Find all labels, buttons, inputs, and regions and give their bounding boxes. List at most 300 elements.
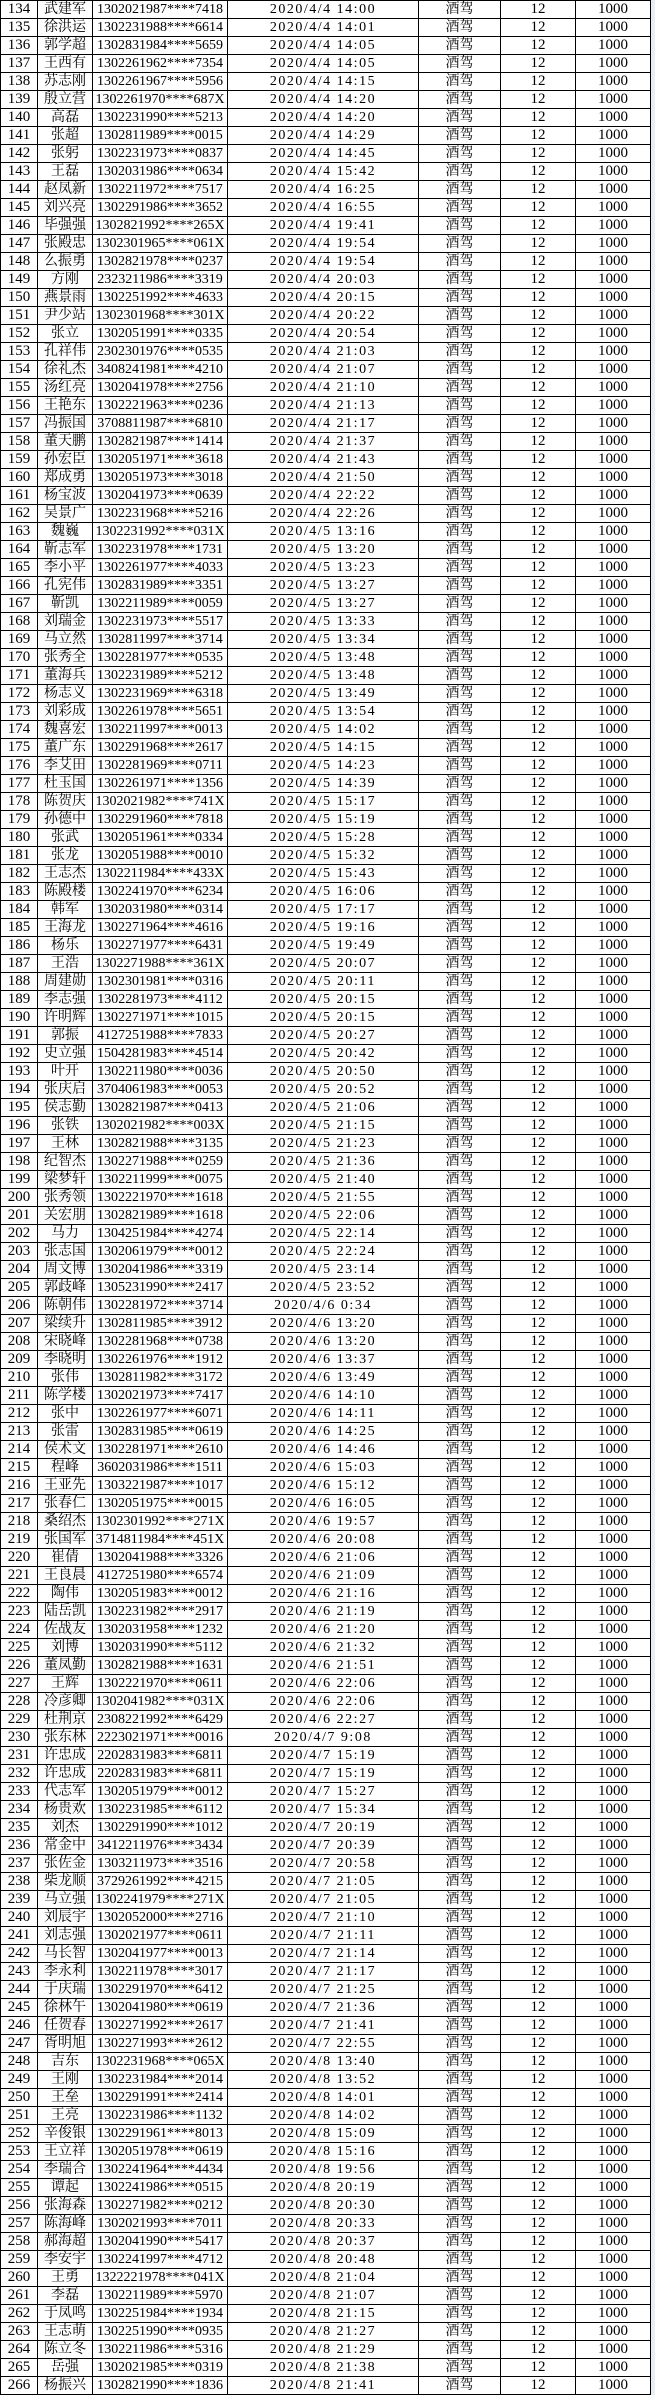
- cell-name: 张海森: [38, 2197, 93, 2215]
- cell-index: 189: [1, 991, 38, 1009]
- cell-violation: 酒驾: [419, 19, 501, 37]
- cell-fine: 1000: [576, 235, 651, 253]
- cell-name: 马长智: [38, 1945, 93, 1963]
- table-row: [1, 2053, 651, 2071]
- cell-violation: 酒驾: [419, 2089, 501, 2107]
- cell-index: 263: [1, 2323, 38, 2341]
- table-row: [1, 217, 651, 235]
- cell-points: 12: [501, 1, 576, 19]
- cell-violation: 酒驾: [419, 2359, 501, 2377]
- cell-datetime: 2020/4/5 15:32: [228, 847, 419, 865]
- cell-id-number: 1302031980****0314: [93, 901, 228, 919]
- table-row: [1, 397, 651, 415]
- cell-datetime: 2020/4/5 14:23: [228, 757, 419, 775]
- cell-name: 张伟: [38, 1369, 93, 1387]
- cell-id-number: 1302811997****3714: [93, 631, 228, 649]
- cell-id-number: 1302811982****3172: [93, 1369, 228, 1387]
- cell-index: 256: [1, 2197, 38, 2215]
- cell-fine: 1000: [576, 1459, 651, 1477]
- cell-name: 王磊: [38, 163, 93, 181]
- cell-name: 张秀全: [38, 649, 93, 667]
- cell-index: 215: [1, 1459, 38, 1477]
- cell-fine: 1000: [576, 1117, 651, 1135]
- cell-name: 杨乐: [38, 937, 93, 955]
- cell-violation: 酒驾: [419, 1765, 501, 1783]
- cell-id-number: 1302281973****4112: [93, 991, 228, 1009]
- cell-name: 杨宝波: [38, 487, 93, 505]
- cell-points: 12: [501, 595, 576, 613]
- cell-datetime: 2020/4/5 13:48: [228, 667, 419, 685]
- cell-index: 259: [1, 2251, 38, 2269]
- table-row: [1, 793, 651, 811]
- table-row: [1, 1063, 651, 1081]
- cell-id-number: 1302251984****1934: [93, 2305, 228, 2323]
- cell-fine: 1000: [576, 1585, 651, 1603]
- cell-points: 12: [501, 487, 576, 505]
- cell-violation: 酒驾: [419, 1639, 501, 1657]
- cell-name: 陆岳凯: [38, 1603, 93, 1621]
- table-row: [1, 649, 651, 667]
- cell-violation: 酒驾: [419, 2233, 501, 2251]
- cell-index: 206: [1, 1297, 38, 1315]
- cell-violation: 酒驾: [419, 937, 501, 955]
- cell-index: 204: [1, 1261, 38, 1279]
- cell-datetime: 2020/4/8 14:01: [228, 2089, 419, 2107]
- cell-violation: 酒驾: [419, 1189, 501, 1207]
- cell-id-number: 1302051983****0012: [93, 1585, 228, 1603]
- cell-datetime: 2020/4/4 14:15: [228, 73, 419, 91]
- cell-datetime: 2020/4/5 21:06: [228, 1099, 419, 1117]
- cell-name: 王刚: [38, 2071, 93, 2089]
- cell-index: 167: [1, 595, 38, 613]
- cell-points: 12: [501, 127, 576, 145]
- cell-index: 246: [1, 2017, 38, 2035]
- cell-violation: 酒驾: [419, 37, 501, 55]
- cell-id-number: 1302231973****5517: [93, 613, 228, 631]
- cell-name: 陈贺庆: [38, 793, 93, 811]
- cell-name: 许明辉: [38, 1009, 93, 1027]
- cell-name: 郭学超: [38, 37, 93, 55]
- cell-name: 王亮: [38, 2107, 93, 2125]
- cell-datetime: 2020/4/5 13:49: [228, 685, 419, 703]
- cell-fine: 1000: [576, 127, 651, 145]
- cell-datetime: 2020/4/8 21:27: [228, 2323, 419, 2341]
- table-row: [1, 1387, 651, 1405]
- cell-index: 218: [1, 1513, 38, 1531]
- cell-id-number: 1302031986****0634: [93, 163, 228, 181]
- cell-points: 12: [501, 2287, 576, 2305]
- cell-violation: 酒驾: [419, 1135, 501, 1153]
- cell-violation: 酒驾: [419, 739, 501, 757]
- cell-index: 236: [1, 1837, 38, 1855]
- cell-name: 刘瑞金: [38, 613, 93, 631]
- table-row: [1, 1351, 651, 1369]
- cell-fine: 1000: [576, 955, 651, 973]
- table-row: [1, 415, 651, 433]
- cell-index: 262: [1, 2305, 38, 2323]
- cell-datetime: 2020/4/4 14:45: [228, 145, 419, 163]
- cell-fine: 1000: [576, 253, 651, 271]
- table-row: [1, 505, 651, 523]
- table-row: [1, 1783, 651, 1801]
- cell-id-number: 1302281977****0535: [93, 649, 228, 667]
- cell-fine: 1000: [576, 2359, 651, 2377]
- cell-id-number: 1302231986****1132: [93, 2107, 228, 2125]
- cell-datetime: 2020/4/5 22:06: [228, 1207, 419, 1225]
- cell-index: 196: [1, 1117, 38, 1135]
- table-row: [1, 2341, 651, 2359]
- cell-index: 235: [1, 1819, 38, 1837]
- cell-id-number: 1302031990****5112: [93, 1639, 228, 1657]
- cell-name: 靳凯: [38, 595, 93, 613]
- cell-points: 12: [501, 2305, 576, 2323]
- table-row: [1, 1279, 651, 1297]
- cell-fine: 1000: [576, 1423, 651, 1441]
- cell-index: 199: [1, 1171, 38, 1189]
- cell-violation: 酒驾: [419, 415, 501, 433]
- cell-fine: 1000: [576, 2071, 651, 2089]
- cell-violation: 酒驾: [419, 1387, 501, 1405]
- cell-id-number: 1302821988****3135: [93, 1135, 228, 1153]
- cell-datetime: 2020/4/5 20:42: [228, 1045, 419, 1063]
- cell-name: 梁续升: [38, 1315, 93, 1333]
- cell-fine: 1000: [576, 2143, 651, 2161]
- cell-fine: 1000: [576, 505, 651, 523]
- cell-name: 张佐金: [38, 1855, 93, 1873]
- table-row: [1, 595, 651, 613]
- cell-name: 岳强: [38, 2359, 93, 2377]
- cell-points: 12: [501, 505, 576, 523]
- cell-index: 201: [1, 1207, 38, 1225]
- table-row: [1, 865, 651, 883]
- cell-id-number: 1302021973****7417: [93, 1387, 228, 1405]
- cell-fine: 1000: [576, 2107, 651, 2125]
- cell-index: 202: [1, 1225, 38, 1243]
- cell-name: 王林: [38, 1135, 93, 1153]
- cell-index: 228: [1, 1693, 38, 1711]
- table-row: [1, 307, 651, 325]
- cell-violation: 酒驾: [419, 451, 501, 469]
- table-row: [1, 847, 651, 865]
- cell-id-number: 1302291986****3652: [93, 199, 228, 217]
- cell-violation: 酒驾: [419, 919, 501, 937]
- table-row: [1, 2017, 651, 2035]
- cell-fine: 1000: [576, 19, 651, 37]
- cell-violation: 酒驾: [419, 2323, 501, 2341]
- cell-violation: 酒驾: [419, 1549, 501, 1567]
- cell-fine: 1000: [576, 1063, 651, 1081]
- cell-fine: 1000: [576, 469, 651, 487]
- cell-violation: 酒驾: [419, 1603, 501, 1621]
- cell-index: 175: [1, 739, 38, 757]
- cell-fine: 1000: [576, 415, 651, 433]
- cell-id-number: 1302231984****2014: [93, 2071, 228, 2089]
- cell-points: 12: [501, 1855, 576, 1873]
- cell-name: 于庆瑞: [38, 1981, 93, 1999]
- cell-index: 219: [1, 1531, 38, 1549]
- cell-fine: 1000: [576, 577, 651, 595]
- cell-fine: 1000: [576, 1549, 651, 1567]
- cell-name: 孔宪伟: [38, 577, 93, 595]
- cell-points: 12: [501, 73, 576, 91]
- cell-index: 253: [1, 2143, 38, 2161]
- cell-violation: 酒驾: [419, 631, 501, 649]
- cell-name: 王志萌: [38, 2323, 93, 2341]
- cell-violation: 酒驾: [419, 1261, 501, 1279]
- cell-fine: 1000: [576, 2179, 651, 2197]
- cell-index: 249: [1, 2071, 38, 2089]
- table-row: [1, 2233, 651, 2251]
- cell-points: 12: [501, 1819, 576, 1837]
- cell-points: 12: [501, 109, 576, 127]
- cell-id-number: 1302041988****3326: [93, 1549, 228, 1567]
- cell-name: 桑绍杰: [38, 1513, 93, 1531]
- cell-violation: 酒驾: [419, 1819, 501, 1837]
- cell-name: 杜玉国: [38, 775, 93, 793]
- cell-name: 么振勇: [38, 253, 93, 271]
- table-row: [1, 703, 651, 721]
- cell-name: 殷立营: [38, 91, 93, 109]
- cell-index: 195: [1, 1099, 38, 1117]
- cell-index: 140: [1, 109, 38, 127]
- cell-id-number: 1302271977****6431: [93, 937, 228, 955]
- cell-points: 12: [501, 1135, 576, 1153]
- cell-points: 12: [501, 757, 576, 775]
- cell-id-number: 1302231968****065X: [93, 2053, 228, 2071]
- cell-points: 12: [501, 2359, 576, 2377]
- cell-datetime: 2020/4/4 21:03: [228, 343, 419, 361]
- cell-points: 12: [501, 541, 576, 559]
- cell-id-number: 1302231973****0837: [93, 145, 228, 163]
- cell-id-number: 3408241981****4210: [93, 361, 228, 379]
- cell-id-number: 1504281983****4514: [93, 1045, 228, 1063]
- cell-fine: 1000: [576, 1729, 651, 1747]
- cell-violation: 酒驾: [419, 1621, 501, 1639]
- cell-index: 265: [1, 2359, 38, 2377]
- cell-violation: 酒驾: [419, 1837, 501, 1855]
- table-row: [1, 2269, 651, 2287]
- cell-id-number: 1302051988****0010: [93, 847, 228, 865]
- cell-index: 261: [1, 2287, 38, 2305]
- cell-violation: 酒驾: [419, 1153, 501, 1171]
- cell-violation: 酒驾: [419, 973, 501, 991]
- cell-index: 220: [1, 1549, 38, 1567]
- cell-datetime: 2020/4/5 23:52: [228, 1279, 419, 1297]
- cell-datetime: 2020/4/8 20:19: [228, 2179, 419, 2197]
- cell-id-number: 1302821990****1836: [93, 2377, 228, 2395]
- table-row: [1, 235, 651, 253]
- cell-name: 刘彩成: [38, 703, 93, 721]
- cell-name: 王亚先: [38, 1477, 93, 1495]
- table-row: [1, 1765, 651, 1783]
- cell-id-number: 2223021971****0016: [93, 1729, 228, 1747]
- cell-points: 12: [501, 559, 576, 577]
- cell-index: 229: [1, 1711, 38, 1729]
- cell-fine: 1000: [576, 1783, 651, 1801]
- cell-violation: 酒驾: [419, 2215, 501, 2233]
- cell-violation: 酒驾: [419, 2179, 501, 2197]
- cell-points: 12: [501, 1981, 576, 1999]
- cell-violation: 酒驾: [419, 1099, 501, 1117]
- cell-violation: 酒驾: [419, 2053, 501, 2071]
- cell-points: 12: [501, 793, 576, 811]
- cell-datetime: 2020/4/6 21:16: [228, 1585, 419, 1603]
- cell-id-number: 1304251984****4274: [93, 1225, 228, 1243]
- cell-points: 12: [501, 631, 576, 649]
- cell-fine: 1000: [576, 1495, 651, 1513]
- cell-name: 王勇: [38, 2269, 93, 2287]
- cell-violation: 酒驾: [419, 1279, 501, 1297]
- cell-index: 156: [1, 397, 38, 415]
- cell-index: 186: [1, 937, 38, 955]
- table-row: [1, 955, 651, 973]
- cell-datetime: 2020/4/8 20:30: [228, 2197, 419, 2215]
- cell-name: 史立强: [38, 1045, 93, 1063]
- cell-violation: 酒驾: [419, 2341, 501, 2359]
- cell-id-number: 1302041977****0013: [93, 1945, 228, 1963]
- cell-index: 145: [1, 199, 38, 217]
- cell-name: 叶开: [38, 1063, 93, 1081]
- cell-violation: 酒驾: [419, 523, 501, 541]
- cell-datetime: 2020/4/5 14:02: [228, 721, 419, 739]
- cell-points: 12: [501, 2125, 576, 2143]
- cell-violation: 酒驾: [419, 2269, 501, 2287]
- cell-name: 郭振: [38, 1027, 93, 1045]
- cell-fine: 1000: [576, 2089, 651, 2107]
- cell-points: 12: [501, 937, 576, 955]
- cell-id-number: 1302251990****0935: [93, 2323, 228, 2341]
- cell-points: 12: [501, 2071, 576, 2089]
- cell-fine: 1000: [576, 1207, 651, 1225]
- cell-name: 张立: [38, 325, 93, 343]
- cell-points: 12: [501, 1351, 576, 1369]
- cell-datetime: 2020/4/6 14:25: [228, 1423, 419, 1441]
- cell-points: 12: [501, 2035, 576, 2053]
- cell-violation: 酒驾: [419, 1045, 501, 1063]
- cell-datetime: 2020/4/6 19:57: [228, 1513, 419, 1531]
- cell-index: 192: [1, 1045, 38, 1063]
- cell-id-number: 1302241997****4712: [93, 2251, 228, 2269]
- table-row: [1, 937, 651, 955]
- cell-fine: 1000: [576, 2305, 651, 2323]
- cell-violation: 酒驾: [419, 2125, 501, 2143]
- cell-index: 169: [1, 631, 38, 649]
- cell-datetime: 2020/4/8 21:29: [228, 2341, 419, 2359]
- cell-points: 12: [501, 847, 576, 865]
- cell-name: 周文博: [38, 1261, 93, 1279]
- cell-index: 240: [1, 1909, 38, 1927]
- cell-fine: 1000: [576, 1909, 651, 1927]
- cell-id-number: 1302231992****031X: [93, 523, 228, 541]
- table-row: [1, 1729, 651, 1747]
- table-row: [1, 1549, 651, 1567]
- table-row: [1, 1405, 651, 1423]
- cell-id-number: 1302291990****1012: [93, 1819, 228, 1837]
- cell-fine: 1000: [576, 685, 651, 703]
- cell-datetime: 2020/4/6 13:37: [228, 1351, 419, 1369]
- cell-points: 12: [501, 235, 576, 253]
- cell-id-number: 1302211972****7517: [93, 181, 228, 199]
- cell-name: 张志国: [38, 1243, 93, 1261]
- cell-violation: 酒驾: [419, 343, 501, 361]
- cell-points: 12: [501, 1801, 576, 1819]
- cell-datetime: 2020/4/5 13:33: [228, 613, 419, 631]
- cell-points: 12: [501, 1333, 576, 1351]
- cell-violation: 酒驾: [419, 469, 501, 487]
- table-row: [1, 1495, 651, 1513]
- cell-violation: 酒驾: [419, 1441, 501, 1459]
- cell-datetime: 2020/4/7 22:55: [228, 2035, 419, 2053]
- cell-fine: 1000: [576, 1819, 651, 1837]
- cell-points: 12: [501, 1657, 576, 1675]
- cell-violation: 酒驾: [419, 847, 501, 865]
- table-row: [1, 73, 651, 91]
- cell-id-number: 1302271964****4616: [93, 919, 228, 937]
- cell-fine: 1000: [576, 973, 651, 991]
- cell-name: 程峰: [38, 1459, 93, 1477]
- cell-fine: 1000: [576, 829, 651, 847]
- cell-index: 158: [1, 433, 38, 451]
- table-row: [1, 1945, 651, 1963]
- cell-name: 燕景雨: [38, 289, 93, 307]
- cell-datetime: 2020/4/7 15:27: [228, 1783, 419, 1801]
- cell-index: 153: [1, 343, 38, 361]
- cell-index: 252: [1, 2125, 38, 2143]
- cell-index: 191: [1, 1027, 38, 1045]
- cell-name: 于凤鸣: [38, 2305, 93, 2323]
- cell-datetime: 2020/4/4 15:42: [228, 163, 419, 181]
- cell-index: 205: [1, 1279, 38, 1297]
- cell-name: 毕强强: [38, 217, 93, 235]
- cell-fine: 1000: [576, 325, 651, 343]
- cell-name: 李艾田: [38, 757, 93, 775]
- cell-index: 173: [1, 703, 38, 721]
- table-row: [1, 469, 651, 487]
- cell-name: 张躬: [38, 145, 93, 163]
- cell-fine: 1000: [576, 37, 651, 55]
- cell-datetime: 2020/4/4 14:01: [228, 19, 419, 37]
- cell-index: 135: [1, 19, 38, 37]
- table-row: [1, 1621, 651, 1639]
- table-row: [1, 2143, 651, 2161]
- cell-name: 杨志义: [38, 685, 93, 703]
- table-row: [1, 667, 651, 685]
- cell-name: 刘志强: [38, 1927, 93, 1945]
- cell-points: 12: [501, 2269, 576, 2287]
- cell-fine: 1000: [576, 55, 651, 73]
- table-row: [1, 991, 651, 1009]
- cell-points: 12: [501, 901, 576, 919]
- cell-fine: 1000: [576, 1387, 651, 1405]
- cell-id-number: 1302021993****7011: [93, 2215, 228, 2233]
- cell-violation: 酒驾: [419, 1063, 501, 1081]
- cell-datetime: 2020/4/4 21:50: [228, 469, 419, 487]
- cell-violation: 酒驾: [419, 397, 501, 415]
- table-row: [1, 1567, 651, 1585]
- cell-datetime: 2020/4/5 19:16: [228, 919, 419, 937]
- table-row: [1, 613, 651, 631]
- cell-violation: 酒驾: [419, 2017, 501, 2035]
- cell-datetime: 2020/4/5 15:43: [228, 865, 419, 883]
- cell-violation: 酒驾: [419, 1999, 501, 2017]
- cell-datetime: 2020/4/6 16:05: [228, 1495, 419, 1513]
- cell-fine: 1000: [576, 1045, 651, 1063]
- cell-datetime: 2020/4/4 19:41: [228, 217, 419, 235]
- cell-id-number: 2302301976****0535: [93, 343, 228, 361]
- table-row: [1, 55, 651, 73]
- cell-index: 210: [1, 1369, 38, 1387]
- cell-name: 陈朝伟: [38, 1297, 93, 1315]
